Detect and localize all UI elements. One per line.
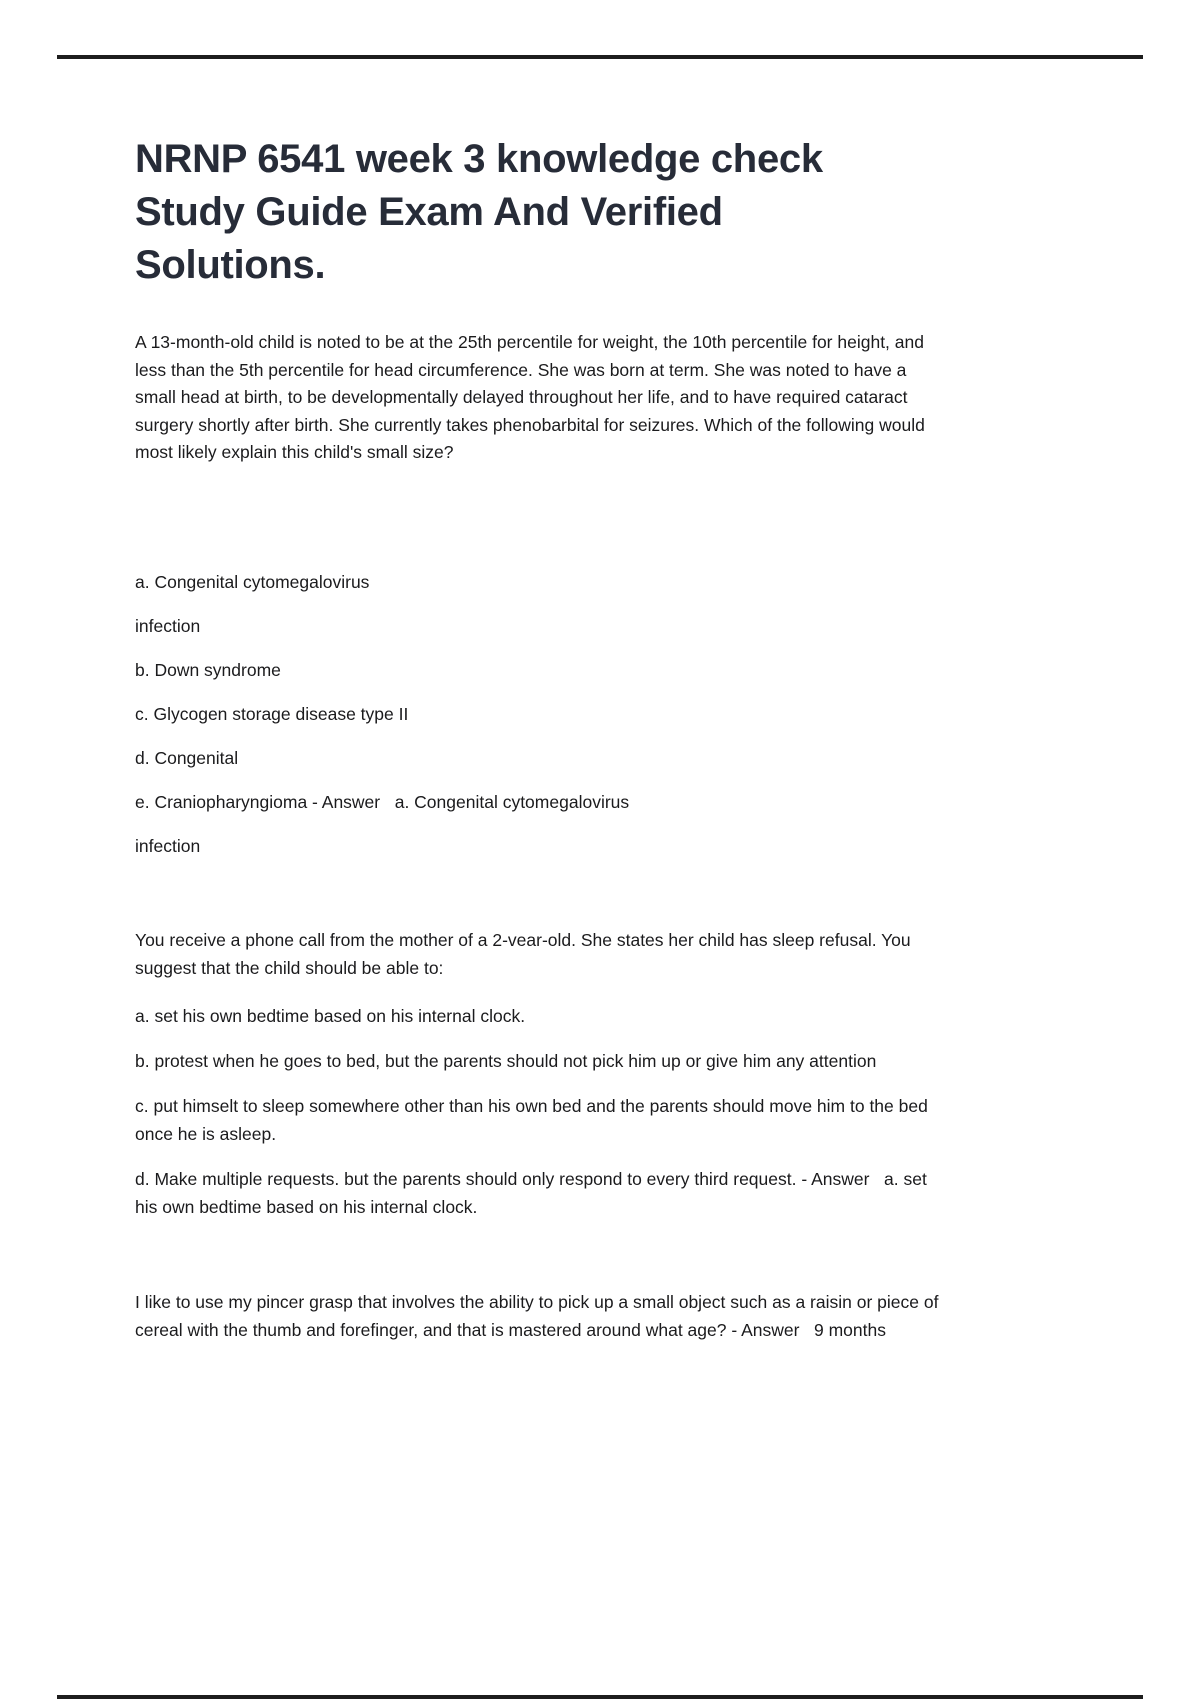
option-paragraph [135,1165,1075,1221]
text-line: c. Glycogen storage disease type II [135,704,409,724]
bottom-horizontal-rule [57,1695,1143,1699]
text-line: b. Down syndrome [135,660,281,680]
question-3-text [135,1288,1075,1344]
option-paragraph [135,1092,1075,1148]
text-line: a. set his own bedtime based on his internal clock. [135,1006,526,1026]
option-paragraph [135,744,1075,772]
text-line: You receive a phone call from the mother of a 2-vear-old. She states her child has sleep refusal. You [135,930,911,950]
option-paragraph [135,832,1075,860]
option-paragraph [135,656,1075,684]
question-2-options [135,1002,1075,1238]
text-line: Study Guide Exam And Verified [135,190,723,234]
text-line: once he is asleep. [135,1124,277,1144]
text-line: NRNP 6541 week 3 knowledge check [135,137,823,181]
top-horizontal-rule [57,55,1143,59]
text-line: a. Congenital cytomegalovirus [135,572,370,592]
text-line: cereal with the thumb and forefinger, and that is mastered around what age? - Answer 9 months [135,1320,886,1340]
text-line: d. Congenital [135,748,239,768]
option-paragraph [135,612,1075,640]
text-line: suggest that the child should be able to: [135,958,444,978]
question-2-text [135,926,1075,982]
text-line: A 13-month-old child is noted to be at the 25th percentile for weight, the 10th percentile for height, and [135,332,924,352]
option-paragraph [135,788,1075,816]
text-line: b. protest when he goes to bed, but the parents should not pick him up or give him any attention [135,1051,877,1071]
text-line: Solutions. [135,243,326,287]
page-title [135,133,1075,292]
text-line: c. put himselt to sleep somewhere other than his own bed and the parents should move him to the bed [135,1096,928,1116]
option-paragraph [135,568,1075,596]
text-line: less than the 5th percentile for head circumference. She was born at term. She was noted to have a [135,359,907,380]
text-line: most likely explain this child's small size? [135,442,454,462]
question-1-text [135,329,1075,467]
text-line: e. Craniopharyngioma - Answer a. Congenital cytomegalovirus [135,792,630,812]
option-paragraph [135,700,1075,728]
text-line: I like to use my pincer grasp that involves the ability to pick up a small object such as a raisin or piece of [135,1292,939,1312]
text-line: d. Make multiple requests. but the parents should only respond to every third request. - Answer a. set [135,1169,927,1189]
text-line: small head at birth, to be developmentally delayed throughout her life, and to have required cataract [135,387,908,407]
question-1-options [135,568,1075,876]
text-line: surgery shortly after birth. She currently takes phenobarbital for seizures. Which of the following would [135,414,925,435]
text-line: infection [135,836,201,856]
option-paragraph [135,1002,1075,1030]
option-paragraph [135,1047,1075,1075]
text-line: his own bedtime based on his internal clock. [135,1197,478,1217]
text-line: infection [135,616,201,636]
